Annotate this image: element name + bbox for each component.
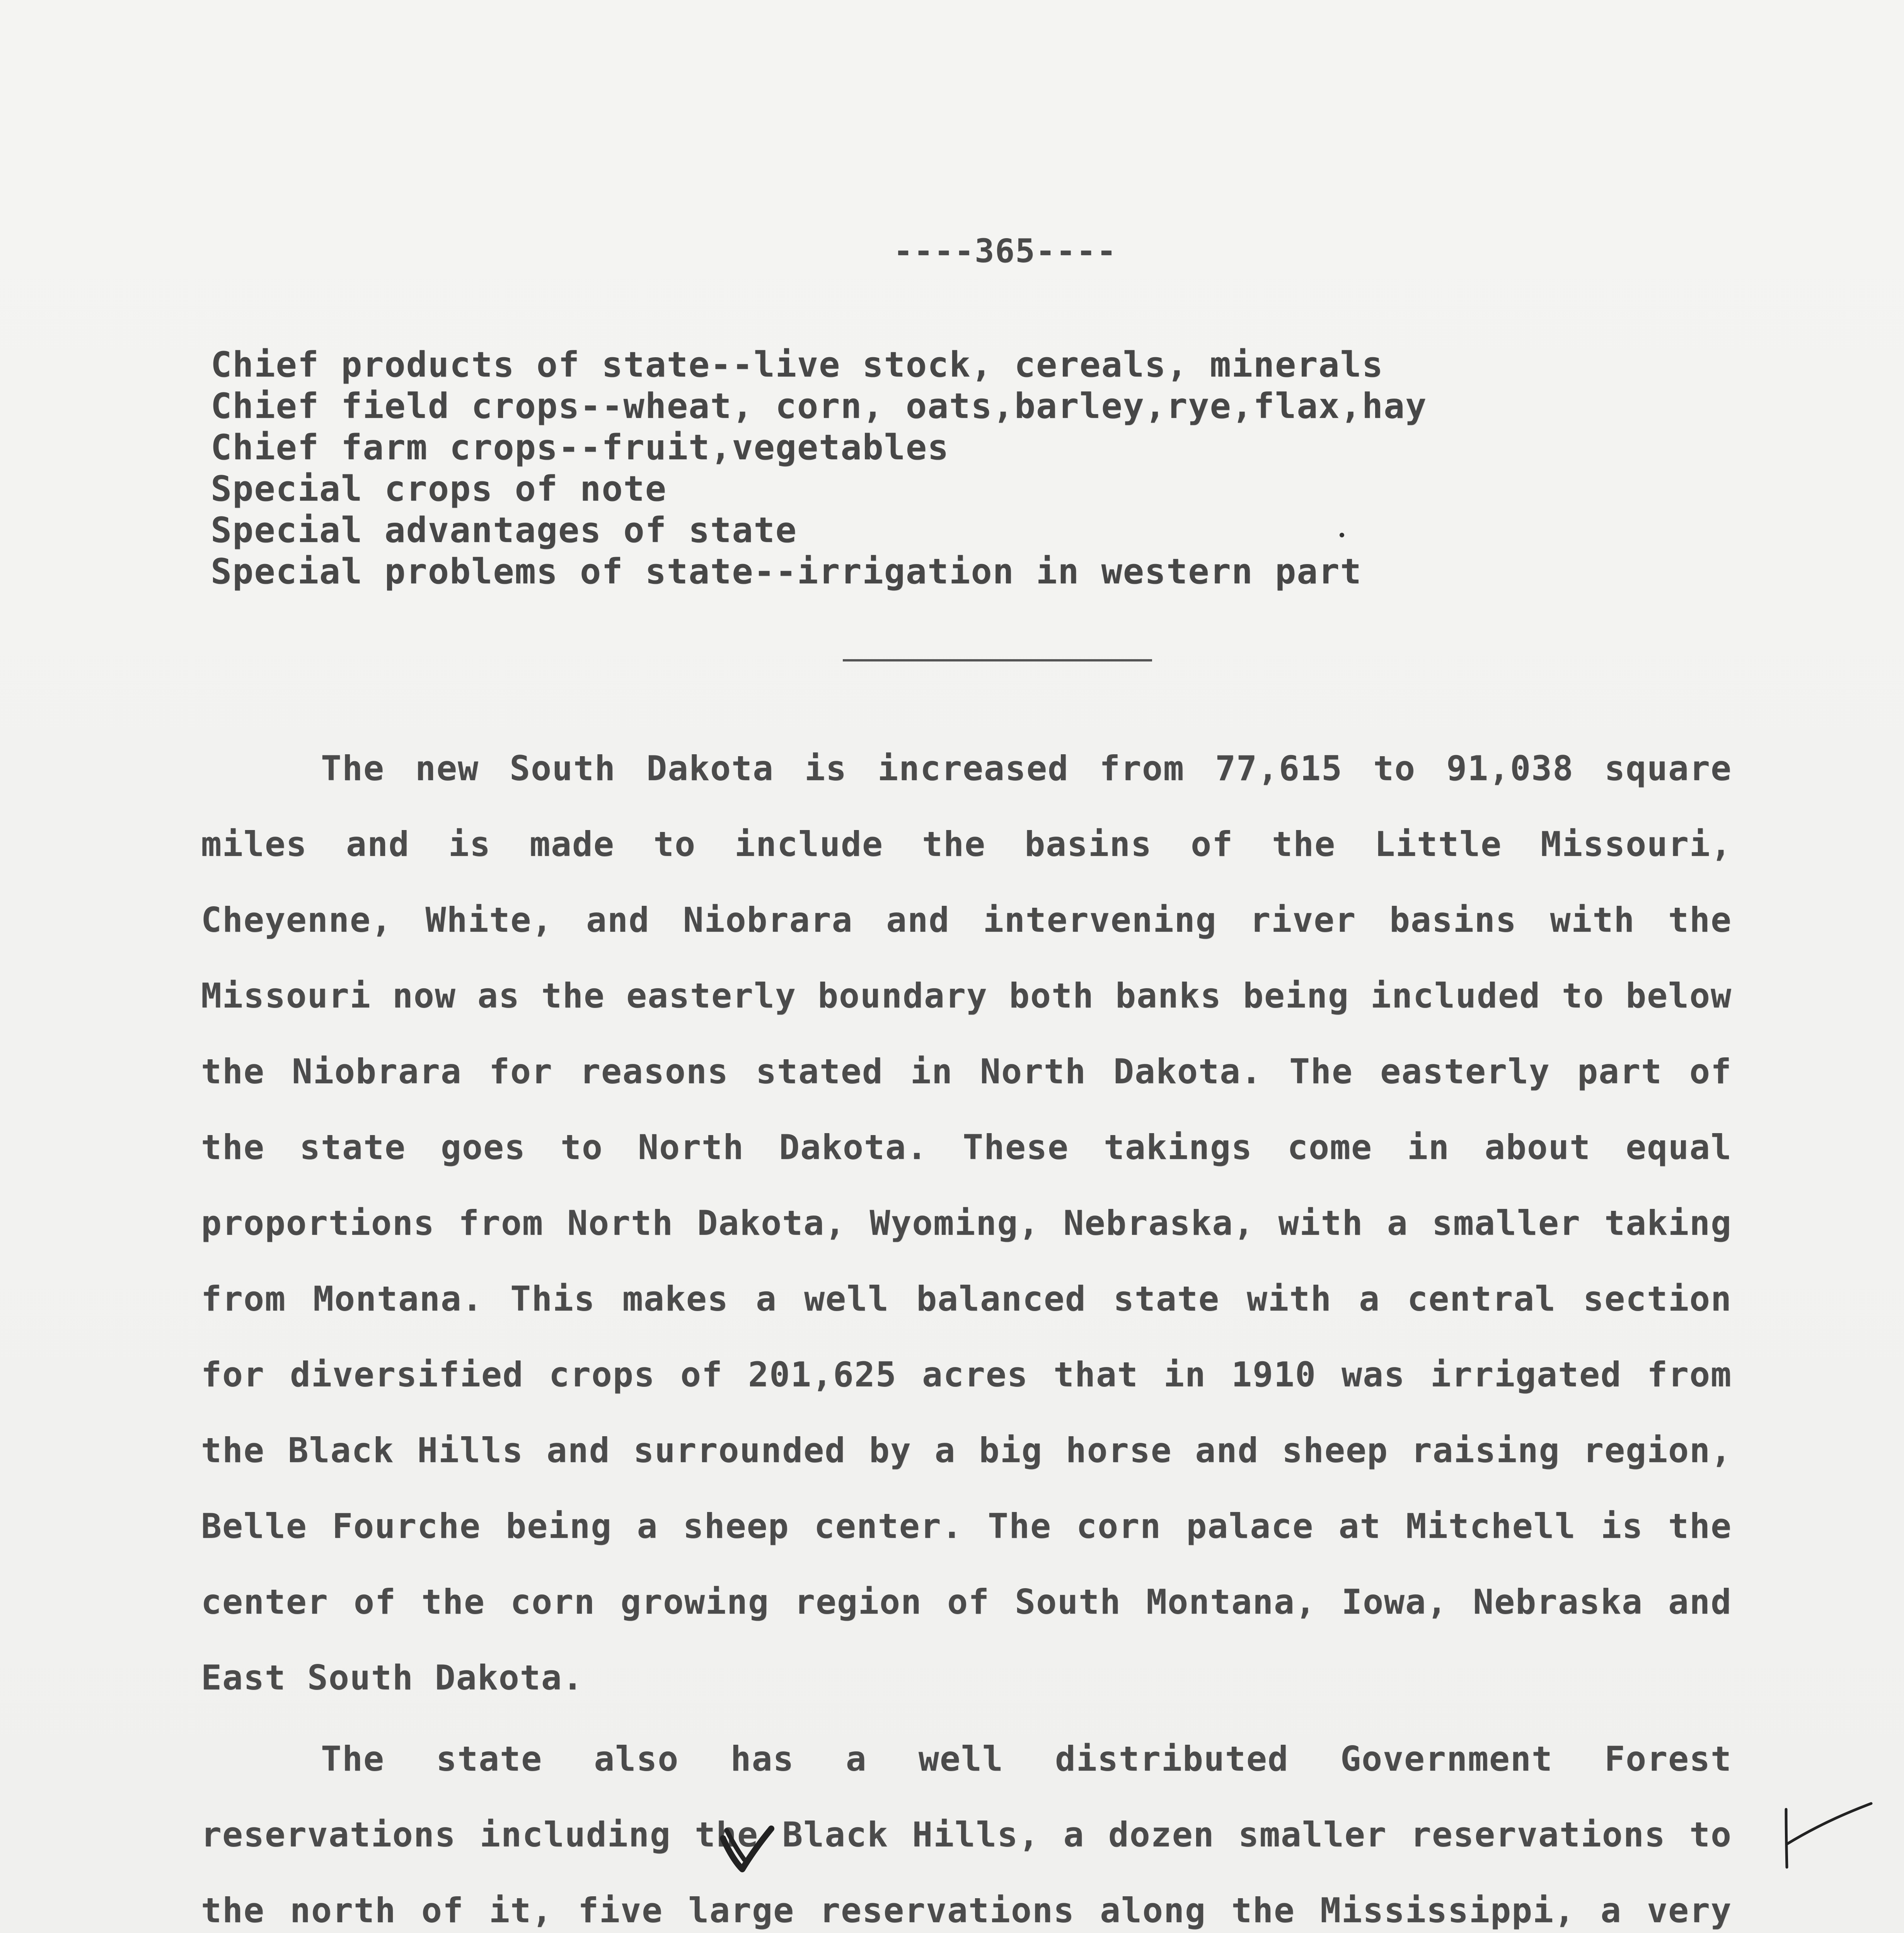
summary-line-special-problems: Special problems of state--irrigation in western part [211, 551, 1362, 592]
summary-line-chief-field-crops: Chief field crops--wheat, corn, oats,barley,rye,flax,hay [211, 386, 1427, 426]
section-divider [843, 659, 1152, 661]
summary-line-chief-farm-crops: Chief farm crops--fruit,vegetables [211, 427, 949, 468]
state-summary-list [211, 344, 1718, 592]
stray-ink-dot [1340, 533, 1344, 537]
handwritten-check-icon [715, 1823, 777, 1877]
summary-line-special-crops: Special crops of note [211, 469, 667, 509]
paragraph-south-dakota-boundaries: The new South Dakota is increased from 77,615 to 91,038 square miles and is made to include the basins of the Little Missouri, Cheyenne, White, and Niobrara and intervening river basins with the Missouri now as the easterly boundary both banks being included to below the Niobrara for reasons stated in North Dakota. The easterly part of the state goes to North Dakota. These takings come in about equal proportions from North Dakota, Wyoming, Nebraska, with a smaller taking from Montana. This makes a well balanced state with a central section for diversified crops of 201,625 acres that in 1910 was irrigated from the Black Hills and surrounded by a big horse and sheep raising region, Belle Fourche being a sheep center. The corn palace at Mitchell is the center of the corn growing region of South Montana, Iowa, Nebraska and East South Dakota. [201, 748, 1732, 1698]
paragraph-forest-reservations: The state also has a well distributed Government Forest reservations including the Black Hills, a dozen smaller reservations to the north of it, five large reservations along the Mississippi, a very [201, 1739, 1732, 1930]
page-number: ----365---- [893, 232, 1117, 270]
margin-tick-icon [1778, 1786, 1875, 1879]
summary-line-chief-products: Chief products of state--live stock, cereals, minerals [211, 344, 1384, 385]
summary-line-special-advantages: Special advantages of state [211, 510, 797, 551]
body-text [201, 731, 1732, 1933]
